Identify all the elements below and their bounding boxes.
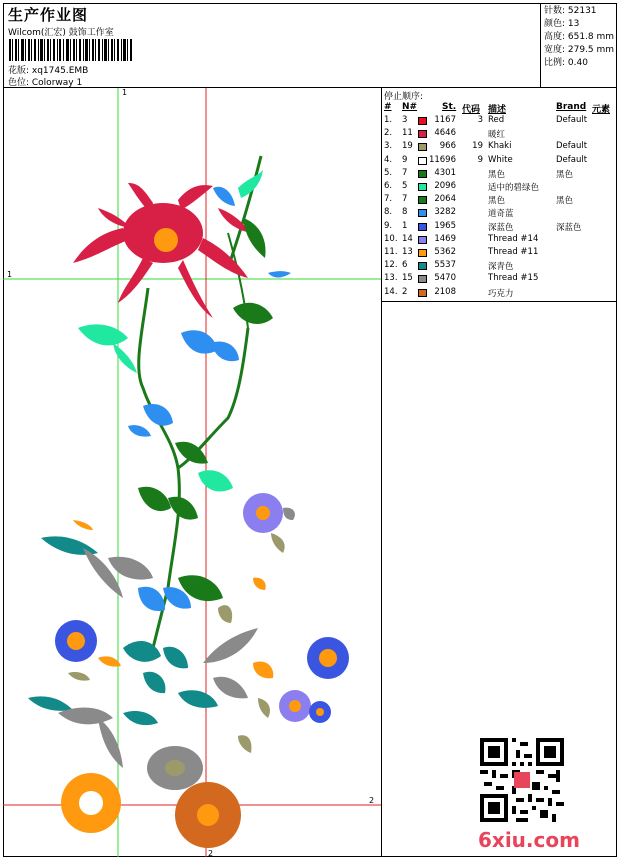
cell-brand: 深蓝色: [556, 222, 582, 233]
cell-n: 2: [402, 286, 408, 297]
teal-leaf-center-3: [143, 672, 165, 693]
col-code: 代码: [462, 105, 481, 115]
cell-st: 5362: [434, 247, 456, 257]
cell-st: 5470: [434, 273, 456, 284]
table-row: [382, 128, 617, 141]
qr-code: [480, 738, 564, 822]
cell-brand: Default: [556, 115, 588, 125]
table-row: [382, 141, 617, 154]
cell-idx: 11.: [384, 247, 398, 257]
table-row: [382, 155, 617, 168]
mint-leaf-left-2: [113, 343, 137, 373]
green-leaf-lower-3: [168, 497, 198, 520]
green-leaf-top: [243, 218, 266, 258]
table-row: [382, 181, 617, 194]
cell-st: 11696: [428, 154, 456, 165]
cell-desc: 适中的碧绿色: [488, 183, 540, 193]
cell-brand: Default: [556, 141, 588, 152]
cell-idx: 3.: [384, 141, 393, 152]
cell-idx: 14.: [384, 286, 398, 297]
teal-leaf-bottom: [123, 711, 158, 725]
cell-n: 5: [402, 181, 408, 191]
cell-st: 1469: [434, 233, 456, 244]
cell-st: 2096: [434, 181, 456, 191]
teal-leaf-right: [178, 690, 218, 708]
table-row: [382, 221, 617, 234]
table-row: [382, 247, 617, 260]
cell-idx: 7.: [384, 194, 393, 205]
cell-idx: 6.: [384, 181, 393, 191]
teal-leaf-bottom-left: [28, 696, 73, 711]
cell-st: 4646: [434, 128, 456, 139]
color-swatch: [418, 236, 427, 244]
cell-desc: 深青色: [488, 262, 514, 273]
table-row: [382, 287, 617, 300]
green-leaf-lower-2: [138, 487, 171, 511]
scale-ratio: 比例: 0.40: [544, 58, 588, 68]
khaki-leaf: [271, 533, 285, 553]
cell-n: 13: [402, 247, 413, 257]
cell-n: 1: [402, 220, 408, 231]
blue-flower-right: [307, 637, 349, 679]
cell-code: 9: [477, 154, 483, 165]
table-row: [382, 207, 617, 220]
cell-desc: 道奇蓝: [488, 209, 514, 220]
color-swatch: [418, 170, 427, 178]
cell-n: 3: [402, 115, 408, 125]
col-element: 元素: [592, 105, 611, 115]
cell-st: 2108: [434, 286, 456, 297]
cell-n: 6: [402, 260, 408, 271]
cell-desc: 巧克力: [488, 288, 514, 299]
khaki-leaf-5: [238, 735, 251, 753]
red-flower-center: [154, 228, 178, 252]
color-swatch: [418, 209, 427, 217]
blue-leaf-mid-2: [211, 342, 239, 362]
design-width: 宽度: 279.5 mm: [544, 45, 615, 55]
blue-leaf-lower-2: [128, 425, 151, 436]
cell-brand: 黑色: [556, 196, 574, 207]
color-swatch: [418, 196, 427, 204]
table-bottom-line: [382, 301, 617, 302]
cell-n: 7: [402, 167, 408, 178]
color-swatch: [418, 143, 427, 151]
gray-leaf-left: [83, 548, 123, 598]
col-desc: 描述: [488, 105, 507, 115]
blue-flower-left: [55, 620, 97, 662]
guide-label-v2: 2: [208, 849, 214, 857]
chocolate-flower: [175, 782, 241, 848]
cell-desc: 黑色: [488, 169, 506, 180]
gray-leaf-left-2: [108, 557, 153, 580]
color-swatch: [418, 249, 427, 257]
cell-n: 15: [402, 273, 413, 284]
table-row: [382, 168, 617, 181]
orange-flower-bottom: [61, 773, 121, 833]
table-row: [382, 273, 617, 286]
cell-st: 1965: [434, 220, 456, 231]
cell-n: 19: [402, 141, 413, 152]
cell-code: 19: [472, 141, 483, 152]
barcode: [9, 39, 133, 61]
watermark-logo: 6xiu.com: [478, 828, 580, 852]
cell-desc: Khaki: [488, 141, 512, 152]
design-file-label: 花版: xq1745.EMB: [8, 66, 89, 76]
cell-n: 14: [402, 233, 413, 244]
cell-st: 3282: [434, 207, 456, 218]
orange-petal-right-2: [253, 661, 273, 678]
cell-desc: Red: [488, 115, 505, 125]
cell-st: 4301: [434, 167, 456, 178]
cell-idx: 2.: [384, 128, 393, 139]
cell-idx: 4.: [384, 154, 393, 165]
design-preview: [3, 88, 382, 857]
mint-leaf-lower: [198, 470, 233, 491]
header: [3, 3, 617, 88]
table-row: [382, 234, 617, 247]
table-row: [382, 115, 617, 128]
cell-idx: 8.: [384, 207, 393, 218]
khaki-leaf-4: [258, 698, 270, 718]
color-swatch: [418, 117, 427, 125]
cell-n: 7: [402, 194, 408, 205]
cell-desc: Thread #11: [488, 247, 539, 257]
header-divider: [540, 3, 541, 88]
cell-desc: Thread #14: [488, 233, 539, 244]
col-n: N#: [402, 102, 418, 112]
cell-idx: 9.: [384, 220, 393, 231]
colorway-label: 色位: Colorway 1: [8, 78, 83, 88]
cell-idx: 1.: [384, 115, 393, 125]
blue-leaf-small: [268, 271, 291, 277]
green-leaf-mid: [233, 303, 273, 324]
khaki-leaf-2: [218, 605, 232, 623]
gray-leaf-right-2: [213, 677, 248, 699]
blue-leaf-lower: [143, 404, 173, 426]
purple-flower-right: [279, 690, 311, 722]
cell-n: 8: [402, 207, 408, 218]
cell-st: 2064: [434, 194, 456, 205]
cell-desc: White: [488, 154, 513, 165]
cell-desc: Thread #15: [488, 273, 539, 284]
gray-leaf-right: [203, 628, 258, 663]
cell-n: 9: [402, 154, 408, 165]
cell-desc: 深蓝色: [488, 222, 514, 233]
table-row: [382, 260, 617, 273]
stop-sequence-panel: [382, 88, 617, 857]
guide-label-h2: 2: [369, 796, 375, 805]
blue-flower-small: [309, 701, 331, 723]
orange-petal-left: [73, 520, 93, 530]
cell-desc: 黑色: [488, 196, 506, 207]
design-height: 高度: 651.8 mm: [544, 32, 615, 42]
color-swatch: [418, 130, 427, 138]
guide-label-h1: 1: [7, 270, 13, 279]
color-swatch: [418, 157, 427, 165]
color-swatch: [418, 183, 427, 191]
color-swatch: [418, 275, 427, 283]
color-swatch: [418, 289, 427, 297]
cell-st: 1167: [434, 115, 456, 125]
cell-idx: 12.: [384, 260, 398, 271]
color-swatch: [418, 223, 427, 231]
cell-idx: 5.: [384, 167, 393, 178]
stitch-count: 针数: 52131: [544, 6, 597, 16]
embroidery-design: [3, 88, 382, 857]
table-row: [382, 194, 617, 207]
stops-title: 停止顺序:: [384, 92, 424, 102]
mint-leaf-left: [78, 324, 128, 345]
blue-leaf-mid: [181, 330, 218, 353]
gray-leaf-bottom-left-2: [98, 718, 123, 768]
col-num: #: [384, 102, 392, 112]
color-count: 颜色: 13: [544, 19, 580, 29]
blue-leaf-top: [213, 187, 235, 206]
cell-n: 11: [402, 128, 413, 139]
col-brand: Brand: [556, 102, 587, 112]
teal-leaf-center-2: [163, 647, 188, 669]
cell-idx: 10.: [384, 233, 398, 244]
purple-flower: [243, 493, 283, 533]
cell-code: 3: [477, 115, 483, 125]
color-swatch: [418, 262, 427, 270]
khaki-leaf-3: [68, 672, 90, 681]
cell-desc: 暖红: [488, 130, 506, 141]
page-title: 生产作业图: [8, 6, 89, 24]
subtitle: Wilcom(汇宏) 鼓饰工作室: [8, 28, 114, 38]
col-st: St.: [442, 102, 457, 112]
guide-label-v1: 1: [122, 88, 128, 97]
cell-st: 966: [439, 141, 456, 152]
cell-brand: Default: [556, 154, 588, 165]
orange-petal-right: [253, 578, 266, 590]
gray-flower: [147, 746, 203, 790]
cell-idx: 13.: [384, 273, 398, 284]
cell-st: 5537: [434, 260, 456, 271]
cell-brand: 黑色: [556, 169, 574, 180]
stats-panel: [544, 5, 614, 70]
gray-leaf-purple: [283, 508, 295, 520]
blue-leaf-bottom: [138, 587, 165, 611]
